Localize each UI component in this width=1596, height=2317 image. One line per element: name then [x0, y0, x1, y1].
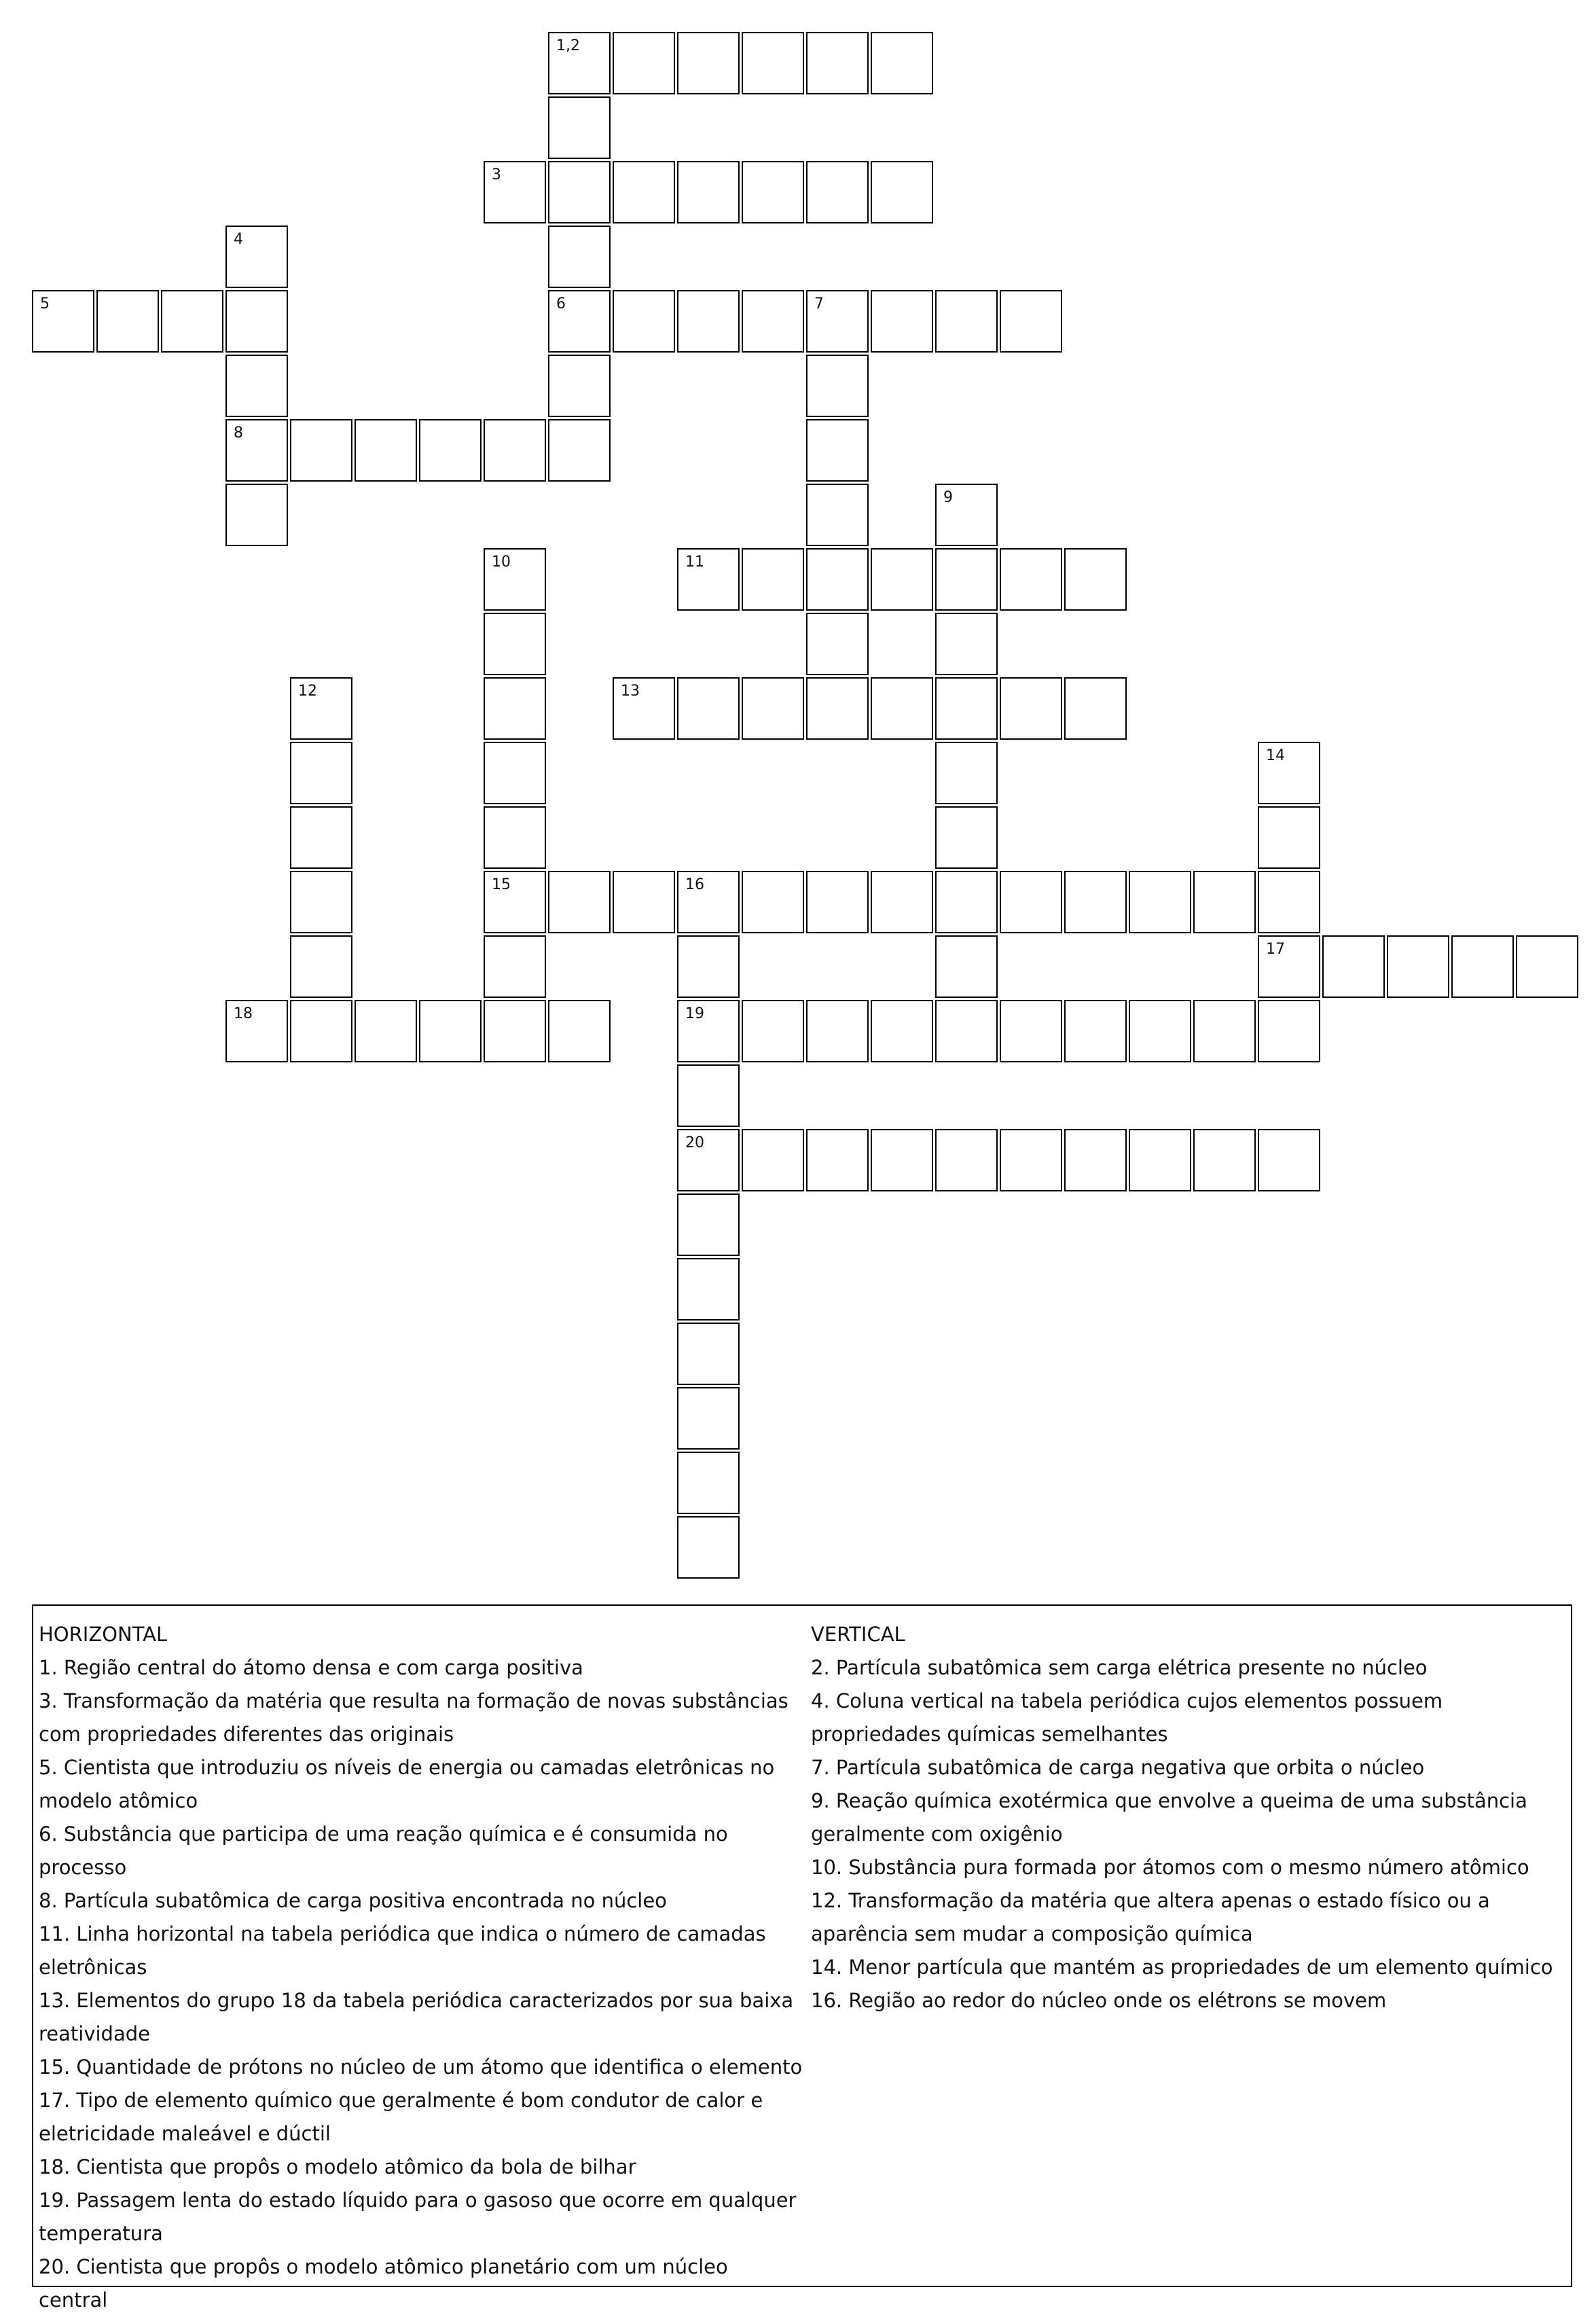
crossword-cell[interactable] — [742, 548, 804, 611]
crossword-cell[interactable] — [548, 355, 611, 417]
crossword-cell[interactable] — [935, 484, 998, 546]
crossword-cell[interactable] — [1129, 1129, 1191, 1191]
crossword-cell[interactable] — [871, 1000, 933, 1062]
horizontal-clue: 11. Linha horizontal na tabela periódica que indica o número de camadas eletrônicas — [39, 1922, 766, 1979]
horizontal-clues — [39, 1618, 803, 2317]
crossword-cell[interactable] — [484, 548, 546, 611]
crossword-cell[interactable] — [871, 290, 933, 353]
crossword-cell[interactable] — [225, 484, 288, 546]
crossword-cell[interactable] — [677, 1387, 740, 1450]
clue-number: 18 — [234, 1005, 253, 1022]
crossword-cell[interactable] — [742, 1129, 804, 1191]
crossword-cell[interactable] — [484, 161, 546, 223]
crossword-cell[interactable] — [548, 161, 611, 223]
crossword-cell[interactable] — [548, 226, 611, 288]
crossword-cell[interactable] — [1258, 1000, 1320, 1062]
crossword-cell[interactable] — [484, 935, 546, 998]
crossword-cell[interactable] — [1064, 677, 1127, 740]
crossword-cell[interactable] — [548, 871, 611, 933]
clue-number: 10 — [492, 554, 511, 571]
crossword-cell[interactable] — [935, 742, 998, 804]
crossword-cell[interactable] — [677, 32, 740, 94]
crossword-cell[interactable] — [1000, 871, 1062, 933]
horizontal-clue: 19. Passagem lenta do estado líquido para o gasoso que ocorre em qualquer temperatura — [39, 2189, 797, 2245]
crossword-cell[interactable] — [806, 32, 869, 94]
clue-number: 20 — [685, 1134, 704, 1151]
crossword-cell[interactable] — [806, 419, 869, 482]
crossword-cell[interactable] — [677, 1452, 740, 1514]
vertical-clue: 2. Partícula subatômica sem carga elétrica presente no núcleo — [811, 1656, 1428, 1679]
clues-panel — [32, 1604, 1572, 2312]
vertical-clues — [811, 1618, 1568, 2017]
crossword-cell[interactable] — [1322, 935, 1385, 998]
crossword-cell[interactable] — [1258, 935, 1320, 998]
crossword-cell[interactable] — [484, 1000, 546, 1062]
crossword-cell[interactable] — [677, 1000, 740, 1062]
crossword-cell[interactable] — [677, 871, 740, 933]
crossword-cell[interactable] — [806, 613, 869, 675]
crossword-cell[interactable] — [1258, 1129, 1320, 1191]
crossword-cell[interactable] — [677, 290, 740, 353]
crossword-cell[interactable] — [935, 290, 998, 353]
vertical-clue: 16. Região ao redor do núcleo onde os elétrons se movem — [811, 1989, 1387, 2012]
horizontal-clue: 5. Cientista que introduziu os níveis de energia ou camadas eletrônicas no modelo atômico — [39, 1756, 775, 1812]
crossword-cell[interactable] — [484, 677, 546, 740]
horizontal-clue: 17. Tipo de elemento químico que geralmente é bom condutor de calor e eletricidade maleável e dúctil — [39, 2089, 763, 2145]
clue-number: 16 — [685, 876, 704, 893]
clue-number: 1,2 — [556, 37, 580, 54]
crossword-cell[interactable] — [484, 742, 546, 804]
crossword-cell[interactable] — [1064, 1129, 1127, 1191]
crossword-cell[interactable] — [548, 419, 611, 482]
crossword-cell[interactable] — [1064, 871, 1127, 933]
crossword-cell[interactable] — [290, 419, 352, 482]
crossword-cell[interactable] — [290, 742, 352, 804]
crossword-cell[interactable] — [677, 1193, 740, 1256]
crossword-cell[interactable] — [355, 1000, 417, 1062]
crossword-cell[interactable] — [32, 290, 94, 353]
crossword-cell[interactable] — [419, 419, 482, 482]
crossword-cell[interactable] — [484, 806, 546, 869]
crossword-cell[interactable] — [1129, 1000, 1191, 1062]
horizontal-clue: 15. Quantidade de prótons no núcleo de um átomo que identifica o elemento — [39, 2055, 803, 2079]
clue-number: 11 — [685, 554, 704, 571]
crossword-cell[interactable] — [1064, 1000, 1127, 1062]
crossword-cell[interactable] — [225, 290, 288, 353]
crossword-cell[interactable] — [935, 1129, 998, 1191]
clue-number: 14 — [1266, 747, 1285, 764]
crossword-cell[interactable] — [484, 871, 546, 933]
clue-number: 7 — [814, 295, 824, 312]
clue-number: 19 — [685, 1005, 704, 1022]
crossword-cell[interactable] — [677, 1064, 740, 1127]
crossword-cell[interactable] — [935, 935, 998, 998]
crossword-cell[interactable] — [935, 806, 998, 869]
crossword-cell[interactable] — [484, 613, 546, 675]
clue-number: 3 — [492, 166, 501, 183]
crossword-cell[interactable] — [613, 871, 675, 933]
crossword-cell[interactable] — [548, 290, 611, 353]
clue-number: 8 — [234, 425, 243, 442]
crossword-cell[interactable] — [1193, 1000, 1256, 1062]
crossword-cell[interactable] — [871, 1129, 933, 1191]
clue-number: 9 — [943, 489, 953, 506]
crossword-cell[interactable] — [806, 871, 869, 933]
horizontal-clue: 1. Região central do átomo densa e com carga positiva — [39, 1656, 583, 1679]
crossword-cell[interactable] — [677, 1516, 740, 1579]
crossword-cell[interactable] — [613, 161, 675, 223]
clue-number: 5 — [40, 295, 50, 312]
crossword-cell[interactable] — [225, 355, 288, 417]
crossword-cell[interactable] — [1258, 871, 1320, 933]
crossword-cell[interactable] — [225, 1000, 288, 1062]
vertical-clue: 9. Reação química exotérmica que envolve a queima de uma substância geralmente com oxigênio — [811, 1789, 1527, 1846]
horizontal-heading: HORIZONTAL — [39, 1623, 168, 1646]
vertical-clue: 7. Partícula subatômica de carga negativa que orbita o núcleo — [811, 1756, 1425, 1779]
crossword-cell[interactable] — [290, 677, 352, 740]
horizontal-clue: 6. Substância que participa de uma reação química e é consumida no processo — [39, 1822, 728, 1879]
crossword-cell[interactable] — [806, 484, 869, 546]
crossword-cell[interactable] — [1193, 1129, 1256, 1191]
crossword-cell[interactable] — [935, 1000, 998, 1062]
horizontal-clue: 8. Partícula subatômica de carga positiva encontrada no núcleo — [39, 1889, 667, 1912]
crossword-cell[interactable] — [677, 1129, 740, 1191]
crossword-cell[interactable] — [677, 677, 740, 740]
vertical-clue: 12. Transformação da matéria que altera apenas o estado físico ou a aparência sem mudar a composição química — [811, 1889, 1490, 1945]
vertical-clue: 10. Substância pura formada por átomos com o mesmo número atômico — [811, 1856, 1529, 1879]
clue-number: 4 — [234, 231, 243, 248]
crossword-cell[interactable] — [871, 677, 933, 740]
crossword-cell[interactable] — [806, 1000, 869, 1062]
crossword-cell[interactable] — [290, 871, 352, 933]
crossword-cell[interactable] — [871, 548, 933, 611]
vertical-heading: VERTICAL — [811, 1623, 905, 1646]
crossword-cell[interactable] — [742, 677, 804, 740]
crossword-cell[interactable] — [806, 677, 869, 740]
crossword-cell[interactable] — [1451, 935, 1514, 998]
crossword-cell[interactable] — [161, 290, 223, 353]
crossword-cell[interactable] — [548, 1000, 611, 1062]
crossword-cell[interactable] — [225, 419, 288, 482]
crossword-cell[interactable] — [290, 806, 352, 869]
crossword-cell[interactable] — [1387, 935, 1449, 998]
crossword-cell[interactable] — [871, 32, 933, 94]
horizontal-clue: 18. Cientista que propôs o modelo atômico da bola de bilhar — [39, 2155, 636, 2178]
clue-number: 6 — [556, 295, 566, 312]
crossword-cell[interactable] — [1193, 871, 1256, 933]
crossword-cell[interactable] — [742, 871, 804, 933]
crossword-cell[interactable] — [935, 548, 998, 611]
crossword-cell[interactable] — [1516, 935, 1578, 998]
crossword-cell[interactable] — [1258, 742, 1320, 804]
crossword-cell[interactable] — [677, 1258, 740, 1321]
crossword-cell[interactable] — [613, 290, 675, 353]
crossword-cell[interactable] — [484, 419, 546, 482]
crossword-cell[interactable] — [1000, 548, 1062, 611]
horizontal-clue: 13. Elementos do grupo 18 da tabela periódica caracterizados por sua baixa reatividade — [39, 1989, 794, 2045]
crossword-cell[interactable] — [1000, 1000, 1062, 1062]
crossword-cell[interactable] — [355, 419, 417, 482]
crossword-cell[interactable] — [548, 96, 611, 159]
vertical-clue: 4. Coluna vertical na tabela periódica cujos elementos possuem propriedades químicas semelhantes — [811, 1689, 1443, 1746]
crossword-cell[interactable] — [1000, 1129, 1062, 1191]
horizontal-clue: 3. Transformação da matéria que resulta na formação de novas substâncias com propriedades diferentes das originais — [39, 1689, 788, 1746]
crossword-cell[interactable] — [806, 355, 869, 417]
crossword-cell[interactable] — [677, 1323, 740, 1385]
crossword-cell[interactable] — [96, 290, 159, 353]
crossword-cell[interactable] — [742, 290, 804, 353]
crossword-cell[interactable] — [871, 161, 933, 223]
crossword-cell[interactable] — [806, 161, 869, 223]
crossword-cell[interactable] — [806, 290, 869, 353]
crossword-cell[interactable] — [613, 32, 675, 94]
crossword-cell[interactable] — [677, 548, 740, 611]
crossword-cell[interactable] — [1258, 806, 1320, 869]
crossword-cell[interactable] — [290, 1000, 352, 1062]
clue-number: 15 — [492, 876, 511, 893]
crossword-cell[interactable] — [742, 1000, 804, 1062]
crossword-cell[interactable] — [806, 1129, 869, 1191]
horizontal-clue: 20. Cientista que propôs o modelo atômico planetário com um núcleo central — [39, 2255, 728, 2312]
crossword-cell[interactable] — [290, 935, 352, 998]
vertical-clue: 14. Menor partícula que mantém as propriedades de um elemento químico — [811, 1956, 1553, 1979]
crossword-cell[interactable] — [1000, 290, 1062, 353]
crossword-cell[interactable] — [871, 871, 933, 933]
clue-number: 13 — [621, 683, 640, 700]
crossword-cell[interactable] — [742, 32, 804, 94]
crossword-cell[interactable] — [935, 871, 998, 933]
crossword-cell[interactable] — [806, 548, 869, 611]
crossword-cell[interactable] — [613, 677, 675, 740]
crossword-cell[interactable] — [742, 161, 804, 223]
crossword-cell[interactable] — [935, 613, 998, 675]
crossword-cell[interactable] — [225, 226, 288, 288]
clue-number: 17 — [1266, 941, 1285, 958]
crossword-cell[interactable] — [1000, 677, 1062, 740]
crossword-cell[interactable] — [1129, 871, 1191, 933]
crossword-cell[interactable] — [935, 677, 998, 740]
crossword-cell[interactable] — [677, 161, 740, 223]
clue-number: 12 — [298, 683, 317, 700]
crossword-cell[interactable] — [548, 32, 611, 94]
crossword-cell[interactable] — [419, 1000, 482, 1062]
crossword-cell[interactable] — [677, 935, 740, 998]
crossword-cell[interactable] — [1064, 548, 1127, 611]
